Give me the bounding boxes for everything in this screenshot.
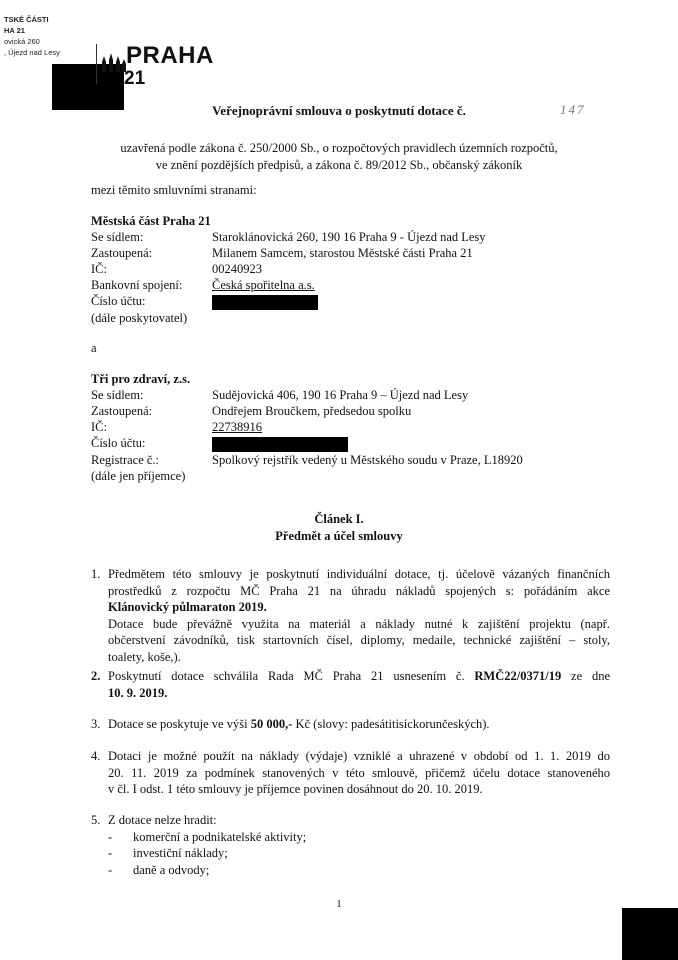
detail-value: Spolkový rejstřík vedený u Městského soudu v Praze, L18920	[212, 452, 523, 467]
and-connector: a	[91, 341, 97, 355]
document-title: Veřejnoprávní smlouva o poskytnutí dotace č.	[212, 103, 466, 118]
city-towers-icon	[100, 52, 126, 72]
party-name: Tři pro zdraví, z.s.	[91, 372, 191, 386]
detail-label: Bankovní spojení:	[91, 278, 183, 292]
clause-line: Dotace bude převážně využita na materiál a náklady nutné k zajištění projektu (např.	[108, 616, 610, 631]
detail-label: Se sídlem:	[91, 230, 144, 244]
detail-label: Číslo účtu:	[91, 294, 146, 308]
detail-value: Česká spořitelna a.s.	[212, 278, 315, 292]
clause-line: toalety, koše,).	[108, 649, 181, 664]
event-name: Klánovický půlmaraton 2019.	[108, 600, 267, 614]
detail-value	[212, 293, 486, 310]
detail-label: Se sídlem:	[91, 388, 144, 402]
detail-row	[91, 435, 523, 452]
logo-number: 21	[124, 68, 146, 89]
parties-intro: mezi těmito smluvními stranami:	[91, 183, 257, 197]
account-redaction	[212, 295, 318, 310]
detail-row	[91, 229, 486, 245]
clause-text: Poskytnutí dotace schválila Rada MČ Praha 21 usnesením č.	[108, 669, 475, 683]
clause-number: 4.	[91, 749, 101, 763]
clause-number: 1.	[91, 567, 101, 581]
clause-line	[108, 716, 610, 733]
detail-value: Milanem Samcem, starostou Městské části Praha 21	[212, 246, 473, 260]
corner-redaction-block	[622, 908, 678, 960]
clause-line: 20. 11. 2019 za podmínek stanovených v této smlouvě, přičemž účelu dotace stanoveného	[108, 765, 610, 780]
party-details	[91, 229, 486, 310]
stamp-line: ovická 260	[4, 37, 40, 46]
list-item: - komerční a podnikatelské aktivity;	[108, 829, 610, 846]
list-item: - investiční náklady;	[108, 845, 610, 862]
logo-praha: PRAHA	[126, 42, 214, 69]
clause-line	[108, 668, 610, 685]
clause-text: ze dne	[561, 669, 610, 683]
clause-line: Předmětem této smlouvy je poskytnutí individuální dotace, tj. účelově vázaných finančních	[108, 567, 610, 581]
detail-row	[91, 245, 486, 261]
party-name: Městská část Praha 21	[91, 214, 211, 228]
party-note: (dále poskytovatel)	[91, 310, 188, 325]
stamp-line: HA 21	[4, 26, 25, 35]
detail-row	[91, 293, 486, 310]
detail-label: IČ:	[91, 262, 107, 276]
detail-value: 00240923	[212, 262, 262, 276]
clause-line: prostředků z rozpočtu MČ Praha 21 na úhradu nákladů spojených s: pořádáním akce	[108, 583, 610, 598]
clause-number: 3.	[91, 717, 101, 731]
clause-1	[91, 566, 610, 665]
account-redaction	[212, 437, 348, 452]
subtitle-line: ve znění pozdějších předpisů, a zákona č. 89/2012 Sb., občanský zákoník	[155, 158, 523, 172]
detail-label: IČ:	[91, 420, 107, 434]
resolution-date: 10. 9. 2019.	[108, 685, 168, 700]
detail-value: Ondřejem Broučkem, předsedou spolku	[212, 404, 412, 418]
article-title: Předmět a účel smlouvy	[275, 529, 403, 543]
detail-value: 22738916	[212, 420, 262, 434]
clause-2	[91, 668, 610, 701]
party-note: (dále jen příjemce)	[91, 468, 186, 483]
detail-label: Zastoupená:	[91, 404, 153, 418]
party-provider	[91, 213, 486, 326]
clause-number: 5.	[91, 813, 101, 827]
list-item: - daně a odvody;	[108, 862, 610, 879]
logo-divider	[96, 44, 97, 84]
stamp-line: , Újezd nad Lesy	[4, 48, 60, 57]
article-heading	[0, 511, 678, 545]
detail-value: Staroklánovická 260, 190 16 Praha 9 - Újezd nad Lesy	[212, 230, 486, 244]
clause-line: občerstvení závodníků, tisk startovních čísel, diplomy, medaile, technické zajištění – stoly,	[108, 633, 610, 647]
detail-row	[91, 387, 523, 403]
subtitle-line: uzavřená podle zákona č. 250/2000 Sb., o rozpočtových pravidlech územních rozpočtů,	[120, 141, 558, 155]
office-stamp	[4, 14, 60, 58]
detail-label: Registrace č.:	[91, 452, 160, 467]
detail-label: Číslo účtu:	[91, 436, 146, 450]
detail-row	[91, 403, 523, 419]
clause-text: Dotace se poskytuje ve výši	[108, 717, 251, 731]
clause-line: Dotaci je možné použít na náklady (výdaje) vzniklé a uhrazené v období od 1. 1. 2019 do	[108, 749, 610, 763]
clause-3	[91, 716, 610, 733]
detail-row	[91, 261, 486, 277]
detail-value: Sudějovická 406, 190 16 Praha 9 – Újezd nad Lesy	[212, 388, 469, 402]
clause-5	[91, 812, 610, 878]
stamp-line: TSKÉ ČÁSTI	[4, 15, 49, 24]
detail-row	[91, 419, 523, 435]
clause-4	[91, 748, 610, 798]
clause-line: v čl. I odst. 1 této smlouvy je příjemce povinen dosáhnout do 20. 10. 2019.	[108, 782, 483, 796]
handwritten-contract-number: 147	[560, 102, 586, 117]
party-details	[91, 387, 523, 468]
article-number: Článek I.	[314, 512, 364, 526]
detail-value	[212, 435, 523, 452]
detail-row	[91, 277, 486, 293]
clause-text: Kč (slovy: padesátitisíckorunčeských).	[292, 717, 490, 731]
party-recipient	[91, 371, 523, 484]
document-subtitle	[0, 140, 678, 174]
grant-amount: 50 000,-	[250, 717, 293, 731]
page-number: 1	[336, 898, 342, 910]
clause-number: 2.	[91, 669, 101, 683]
exclusion-list	[108, 829, 610, 879]
detail-label: Zastoupená:	[91, 246, 153, 260]
resolution-number: RMČ22/0371/19	[474, 669, 562, 683]
clause-line: Z dotace nelze hradit:	[108, 813, 217, 827]
detail-row	[91, 452, 523, 468]
